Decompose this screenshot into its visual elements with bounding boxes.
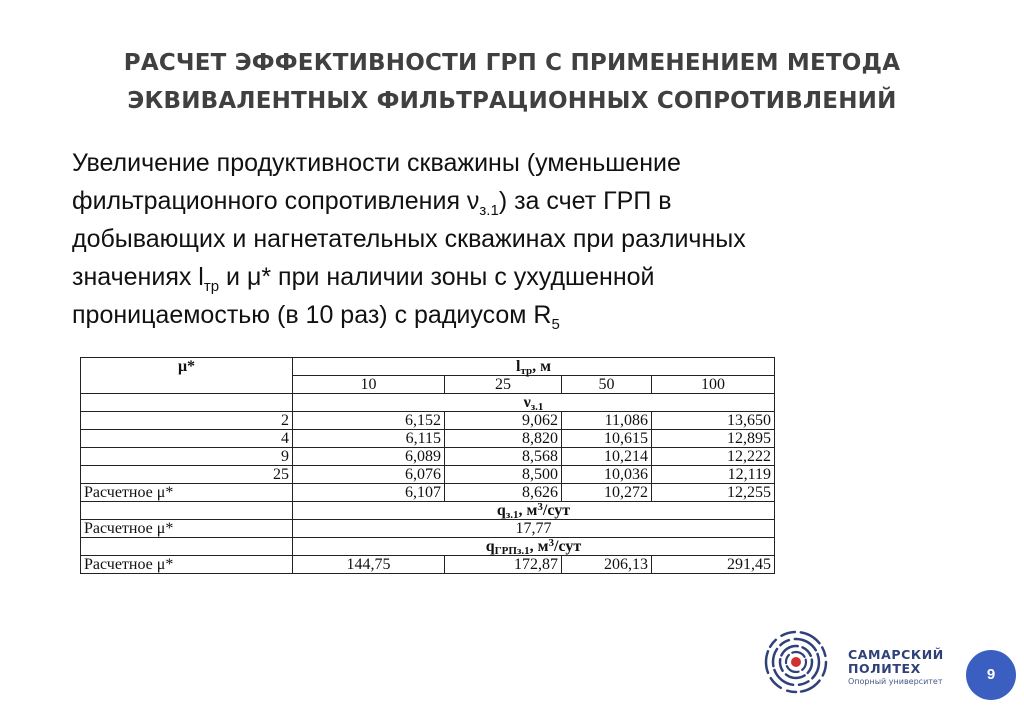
- table-row: [81, 466, 775, 484]
- body-line-5-text-a: проницаемостью (в 10 раз) с радиусом R: [72, 301, 552, 329]
- calc-mu-label: Расчетное μ*: [81, 556, 293, 574]
- qgrp-header-superscript: 3: [548, 537, 555, 549]
- body-line-1-text: Увеличение продуктивности скважины (уменьшение: [72, 149, 681, 177]
- value-cell: 10,214: [562, 448, 652, 466]
- page-number-badge: 9: [966, 650, 1016, 700]
- value-cell: 291,45: [652, 556, 775, 574]
- v-header-text: ν: [523, 394, 531, 411]
- length-cell: 50: [562, 376, 652, 394]
- qgrp-header-cell: [293, 538, 775, 556]
- table-row: [81, 430, 775, 448]
- mu-value-cell: 25: [81, 466, 293, 484]
- logo-line-1: САМАРСКИЙ: [848, 647, 944, 662]
- value-cell: 10,036: [562, 466, 652, 484]
- polytech-logo-text: [848, 648, 944, 687]
- value-cell: 144,75: [293, 556, 445, 574]
- table-row: [81, 448, 775, 466]
- value-cell: 8,820: [445, 430, 562, 448]
- empty-cell: [81, 394, 293, 412]
- polytech-logo-icon: [748, 628, 848, 698]
- qgrp-header-tail: /сут: [554, 538, 582, 555]
- v-header-subscript: з.1: [530, 401, 544, 413]
- slide-body-text: [72, 144, 972, 334]
- ltr-header-subscript: тр: [520, 365, 533, 377]
- q-header-row: [81, 502, 775, 520]
- value-cell: 9,062: [445, 412, 562, 430]
- qgrp-header-subscript: ГРПз.1: [494, 545, 530, 557]
- value-cell: 8,568: [445, 448, 562, 466]
- q-header-superscript: 3: [537, 501, 543, 513]
- body-line-5: [72, 296, 972, 334]
- value-cell: 6,107: [293, 484, 445, 502]
- value-cell: 172,87: [445, 556, 562, 574]
- body-line-5-subscript: 5: [551, 316, 560, 333]
- body-line-2-subscript: з.1: [479, 202, 499, 219]
- logo-line-2: ПОЛИТЕХ: [848, 661, 921, 676]
- slide-title-line-2: ЭКВИВАЛЕНТНЫХ ФИЛЬТРАЦИОННЫХ СОПРОТИВЛЕНИЙ: [127, 88, 897, 114]
- body-line-1: [72, 144, 972, 182]
- value-cell: 8,626: [445, 484, 562, 502]
- table-row: [81, 412, 775, 430]
- value-cell: 12,119: [652, 466, 775, 484]
- value-cell: 13,650: [652, 412, 775, 430]
- q-header-cell: [293, 502, 775, 520]
- q-header-text: q: [496, 502, 506, 519]
- results-table-wrapper: [80, 357, 775, 574]
- results-table: [80, 357, 775, 574]
- body-line-4: [72, 258, 972, 296]
- qgrp-header-unit: , м: [529, 538, 549, 555]
- body-line-4-subscript: тр: [203, 278, 220, 295]
- length-cell: 100: [652, 376, 775, 394]
- value-cell: 6,115: [293, 430, 445, 448]
- value-cell: 12,255: [652, 484, 775, 502]
- qgrp-header-row: [81, 538, 775, 556]
- calc-mu-label: Расчетное μ*: [81, 520, 293, 538]
- calc-mu-row: [81, 484, 775, 502]
- length-cell: 10: [293, 376, 445, 394]
- length-cell: 25: [445, 376, 562, 394]
- mu-value-cell: 2: [81, 412, 293, 430]
- qgrp-value-row: [81, 556, 775, 574]
- q-header-tail: /сут: [542, 502, 571, 519]
- q-value-row: [81, 520, 775, 538]
- calc-mu-label: Расчетное μ*: [81, 484, 293, 502]
- slide-title-line-1: РАСЧЕТ ЭФФЕКТИВНОСТИ ГРП С ПРИМЕНЕНИЕМ МЕТОДА: [123, 50, 901, 76]
- q-header-unit: , м: [518, 502, 538, 519]
- body-line-2-text-b: ) за счет ГРП в: [498, 187, 672, 215]
- table-header-row-1: [81, 358, 775, 376]
- value-cell: 206,13: [562, 556, 652, 574]
- mu-value-cell: 9: [81, 448, 293, 466]
- body-line-2: [72, 182, 972, 220]
- body-line-2-text-a: фильтрационного сопротивления ν: [72, 187, 480, 215]
- body-line-4-text-b: и μ* при наличии зоны с ухудшенной: [219, 263, 655, 291]
- v-header-row: [81, 394, 775, 412]
- value-cell: 6,152: [293, 412, 445, 430]
- slide-title: [0, 44, 1024, 120]
- q-value-cell: 17,77: [293, 520, 775, 538]
- mu-header-cell: μ*: [81, 358, 293, 394]
- body-line-4-text-a: значениях l: [72, 263, 204, 291]
- value-cell: 6,089: [293, 448, 445, 466]
- body-line-3: [72, 220, 972, 258]
- mu-value-cell: 4: [81, 430, 293, 448]
- empty-cell: [81, 538, 293, 556]
- value-cell: 11,086: [562, 412, 652, 430]
- qgrp-header-text: q: [485, 538, 495, 555]
- value-cell: 12,895: [652, 430, 775, 448]
- q-header-subscript: з.1: [505, 509, 519, 521]
- v-header-cell: [293, 394, 775, 412]
- ltr-header-text: l: [515, 358, 521, 375]
- value-cell: 10,272: [562, 484, 652, 502]
- value-cell: 8,500: [445, 466, 562, 484]
- logo-line-3: Опорный университет: [848, 677, 943, 686]
- value-cell: 10,615: [562, 430, 652, 448]
- empty-cell: [81, 502, 293, 520]
- body-line-3-text: добывающих и нагнетательных скважинах при различных: [72, 225, 746, 253]
- value-cell: 6,076: [293, 466, 445, 484]
- ltr-header-cell: [293, 358, 775, 376]
- value-cell: 12,222: [652, 448, 775, 466]
- ltr-header-unit: , м: [532, 358, 551, 375]
